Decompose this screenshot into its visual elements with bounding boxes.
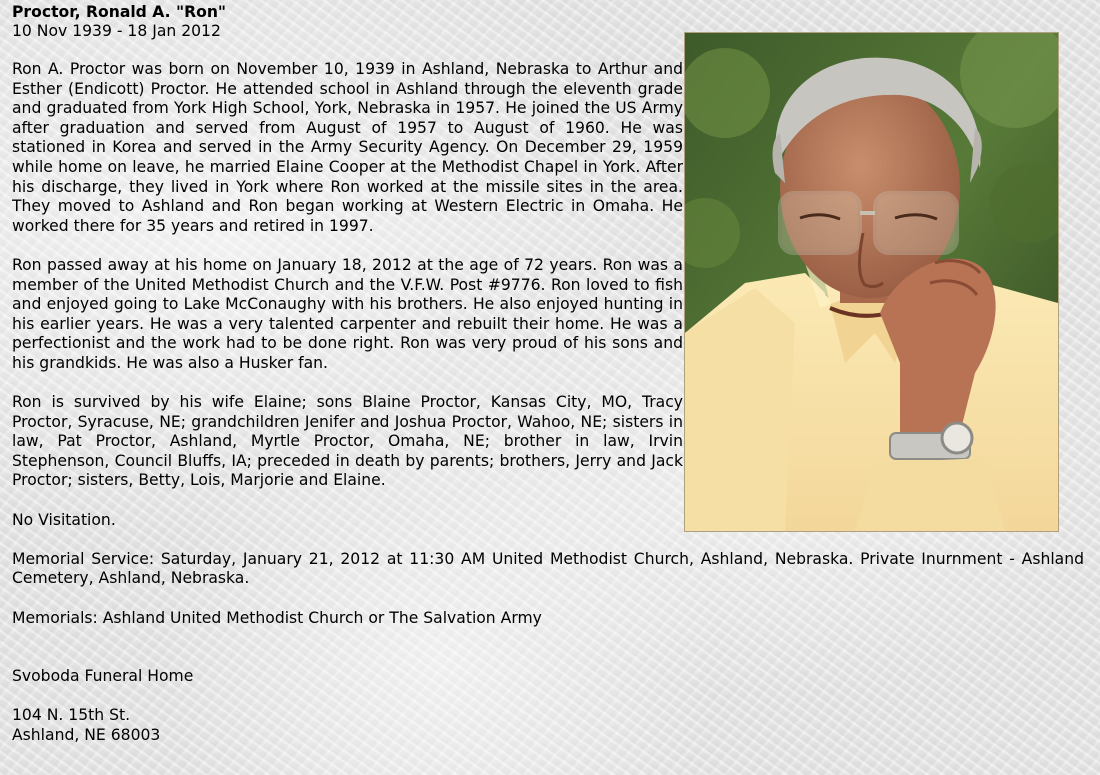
bio-paragraph-birth: Ron A. Proctor was born on November 10, 1939 in Ashland, Nebraska to Arthur and Esther (Endicott) Proctor. He attended school in Ashland through the eleventh grade and graduated from York High School, York, Nebraska in 1957. He joined the US Army after graduation and served from August of 1957 to August of 1960. He was stationed in Korea and served in the Army Security Agency. On December 29, 1959 while home on leave, he married Elaine Cooper at the Methodist Chapel in York. After his discharge, they lived in York where Ron worked at the missile sites in the area. They moved to Ashland and Ron began working at Western Electric in Omaha. He worked there for 35 years and retired in 1997. bbox=[12, 60, 683, 235]
bio-paragraph-life: Ron passed away at his home on January 18, 2012 at the age of 72 years. Ron was a member of the United Methodist Church and the V.F.W. Post #9776. Ron loved to fish and enjoyed going to Lake McConaughy with his brothers. He also enjoyed hunting in his earlier years. He was a very talented carpenter and rebuilt their home. He was a perfectionist and the work had to be done right. Ron was very proud of his sons and his grandkids. He was also a Husker fan. bbox=[12, 255, 683, 372]
bio-paragraph-survivors: Ron is survived by his wife Elaine; sons Blaine Proctor, Kansas City, MO, Tracy Proctor, Syracuse, NE; grandchildren Jenifer and Joshua Proctor, Wahoo, NE; sisters in law, Pat Proctor, Ashland, Myrtle Proctor, Omaha, NE; brother in law, Irvin Stephenson, Council Bluffs, IA; preceded in death by parents; brothers, Jerry and Jack Proctor; sisters, Betty, Lois, Marjorie and Elaine. bbox=[12, 393, 683, 490]
obituary-name: Proctor, Ronald A. "Ron" bbox=[12, 3, 227, 21]
visitation-note: No Visitation. bbox=[12, 510, 116, 529]
memorials-note: Memorials: Ashland United Methodist Church or The Salvation Army bbox=[12, 608, 542, 627]
funeral-home-name: Svoboda Funeral Home bbox=[12, 667, 194, 686]
address-line-1: 104 N. 15th St. bbox=[12, 706, 131, 725]
obituary-dates: 10 Nov 1939 - 18 Jan 2012 bbox=[12, 22, 221, 40]
portrait-photo-icon bbox=[684, 32, 1059, 532]
memorial-service: Memorial Service: Saturday, January 21, 2012 at 11:30 AM United Methodist Church, Ashland, Nebraska. Private Inurnment - Ashland Cemetery, Ashland, Nebraska. bbox=[12, 549, 1084, 588]
address-line-2: Ashland, NE 68003 bbox=[12, 726, 161, 744]
